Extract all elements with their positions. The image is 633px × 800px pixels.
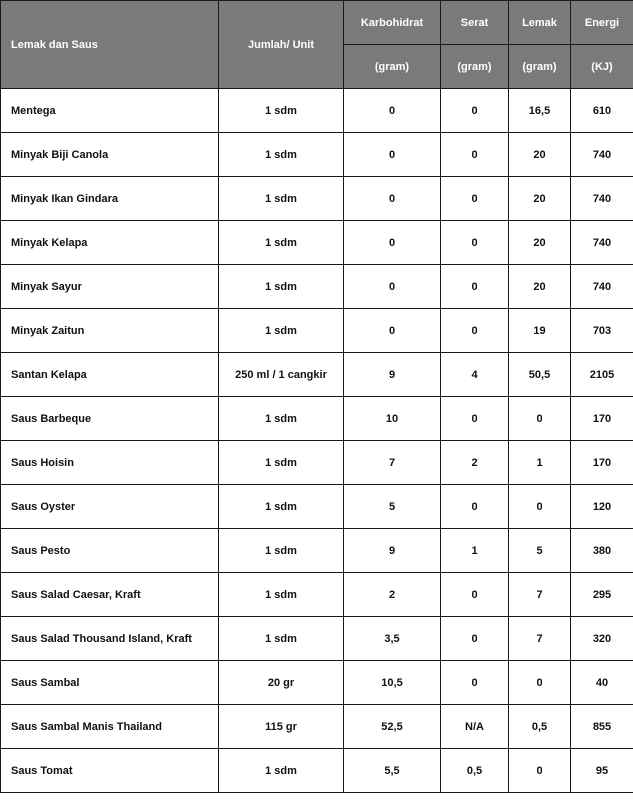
cell-fat: 0	[509, 397, 571, 441]
table-row	[1, 573, 633, 617]
table-row	[1, 617, 633, 661]
cell-name: Santan Kelapa	[1, 353, 219, 397]
cell-fiber: 0	[441, 485, 509, 529]
cell-amount: 20 gr	[219, 661, 344, 705]
cell-carb: 0	[344, 309, 441, 353]
cell-fat: 0	[509, 661, 571, 705]
cell-amount: 1 sdm	[219, 573, 344, 617]
cell-amount: 1 sdm	[219, 397, 344, 441]
cell-name: Saus Oyster	[1, 485, 219, 529]
cell-carb: 9	[344, 529, 441, 573]
cell-carb: 2	[344, 573, 441, 617]
cell-fiber: 1	[441, 529, 509, 573]
cell-energy: 295	[571, 573, 633, 617]
cell-name: Minyak Kelapa	[1, 221, 219, 265]
table-row	[1, 661, 633, 705]
cell-amount: 1 sdm	[219, 441, 344, 485]
cell-name: Minyak Sayur	[1, 265, 219, 309]
cell-energy: 740	[571, 177, 633, 221]
cell-energy: 855	[571, 705, 633, 749]
cell-amount: 1 sdm	[219, 177, 344, 221]
cell-name: Saus Tomat	[1, 749, 219, 793]
cell-fat: 1	[509, 441, 571, 485]
cell-energy: 703	[571, 309, 633, 353]
cell-fat: 20	[509, 265, 571, 309]
cell-energy: 610	[571, 89, 633, 133]
cell-fiber: 0	[441, 661, 509, 705]
cell-carb: 0	[344, 133, 441, 177]
header-carb-unit: (gram)	[344, 45, 441, 89]
cell-fiber: 0	[441, 617, 509, 661]
cell-amount: 250 ml / 1 cangkir	[219, 353, 344, 397]
header-fiber: Serat	[441, 1, 509, 45]
cell-name: Saus Pesto	[1, 529, 219, 573]
cell-fiber: 2	[441, 441, 509, 485]
table-row	[1, 177, 633, 221]
cell-fiber: 0	[441, 397, 509, 441]
cell-fiber: 0	[441, 309, 509, 353]
cell-name: Saus Sambal	[1, 661, 219, 705]
cell-fat: 20	[509, 133, 571, 177]
table-row	[1, 529, 633, 573]
cell-amount: 115 gr	[219, 705, 344, 749]
cell-carb: 5	[344, 485, 441, 529]
cell-amount: 1 sdm	[219, 749, 344, 793]
cell-energy: 95	[571, 749, 633, 793]
cell-amount: 1 sdm	[219, 221, 344, 265]
cell-name: Mentega	[1, 89, 219, 133]
table-row	[1, 397, 633, 441]
header-fat-unit: (gram)	[509, 45, 571, 89]
table-row	[1, 441, 633, 485]
cell-amount: 1 sdm	[219, 89, 344, 133]
cell-energy: 740	[571, 265, 633, 309]
cell-fiber: 0,5	[441, 749, 509, 793]
cell-fiber: 0	[441, 133, 509, 177]
cell-carb: 10	[344, 397, 441, 441]
header-energy: Energi	[571, 1, 633, 45]
cell-energy: 320	[571, 617, 633, 661]
cell-name: Minyak Zaitun	[1, 309, 219, 353]
cell-energy: 740	[571, 221, 633, 265]
table-row	[1, 749, 633, 793]
header-fat: Lemak	[509, 1, 571, 45]
cell-fat: 16,5	[509, 89, 571, 133]
cell-fiber: 0	[441, 265, 509, 309]
cell-name: Saus Barbeque	[1, 397, 219, 441]
header-fiber-unit: (gram)	[441, 45, 509, 89]
cell-fiber: 4	[441, 353, 509, 397]
cell-energy: 740	[571, 133, 633, 177]
header-amount: Jumlah/ Unit	[219, 1, 344, 89]
cell-fat: 20	[509, 221, 571, 265]
header-energy-unit: (KJ)	[571, 45, 633, 89]
table-body	[1, 89, 633, 793]
cell-fat: 7	[509, 617, 571, 661]
header-carb: Karbohidrat	[344, 1, 441, 45]
cell-carb: 0	[344, 221, 441, 265]
cell-carb: 10,5	[344, 661, 441, 705]
cell-fat: 0,5	[509, 705, 571, 749]
cell-energy: 170	[571, 397, 633, 441]
cell-fiber: 0	[441, 573, 509, 617]
cell-name: Saus Sambal Manis Thailand	[1, 705, 219, 749]
cell-name: Saus Salad Caesar, Kraft	[1, 573, 219, 617]
cell-name: Minyak Biji Canola	[1, 133, 219, 177]
cell-energy: 120	[571, 485, 633, 529]
cell-name: Saus Salad Thousand Island, Kraft	[1, 617, 219, 661]
cell-energy: 380	[571, 529, 633, 573]
table-header	[1, 1, 633, 89]
cell-name: Minyak Ikan Gindara	[1, 177, 219, 221]
cell-fiber: N/A	[441, 705, 509, 749]
cell-carb: 0	[344, 265, 441, 309]
cell-carb: 7	[344, 441, 441, 485]
cell-amount: 1 sdm	[219, 265, 344, 309]
cell-energy: 2105	[571, 353, 633, 397]
cell-fat: 7	[509, 573, 571, 617]
cell-carb: 0	[344, 89, 441, 133]
cell-carb: 3,5	[344, 617, 441, 661]
cell-amount: 1 sdm	[219, 617, 344, 661]
cell-fat: 0	[509, 749, 571, 793]
cell-fiber: 0	[441, 89, 509, 133]
cell-carb: 0	[344, 177, 441, 221]
cell-fat: 0	[509, 485, 571, 529]
cell-fiber: 0	[441, 177, 509, 221]
cell-fat: 5	[509, 529, 571, 573]
cell-name: Saus Hoisin	[1, 441, 219, 485]
cell-amount: 1 sdm	[219, 485, 344, 529]
cell-energy: 40	[571, 661, 633, 705]
cell-fat: 50,5	[509, 353, 571, 397]
header-name: Lemak dan Saus	[1, 1, 219, 89]
cell-fat: 20	[509, 177, 571, 221]
cell-amount: 1 sdm	[219, 309, 344, 353]
cell-carb: 9	[344, 353, 441, 397]
table-row	[1, 485, 633, 529]
cell-amount: 1 sdm	[219, 529, 344, 573]
cell-fiber: 0	[441, 221, 509, 265]
header-row-top	[1, 1, 633, 45]
table-row	[1, 133, 633, 177]
cell-fat: 19	[509, 309, 571, 353]
cell-carb: 5,5	[344, 749, 441, 793]
table-row	[1, 221, 633, 265]
table-row	[1, 265, 633, 309]
table-row	[1, 705, 633, 749]
cell-energy: 170	[571, 441, 633, 485]
table-row	[1, 309, 633, 353]
cell-carb: 52,5	[344, 705, 441, 749]
table-row	[1, 353, 633, 397]
table-row	[1, 89, 633, 133]
cell-amount: 1 sdm	[219, 133, 344, 177]
